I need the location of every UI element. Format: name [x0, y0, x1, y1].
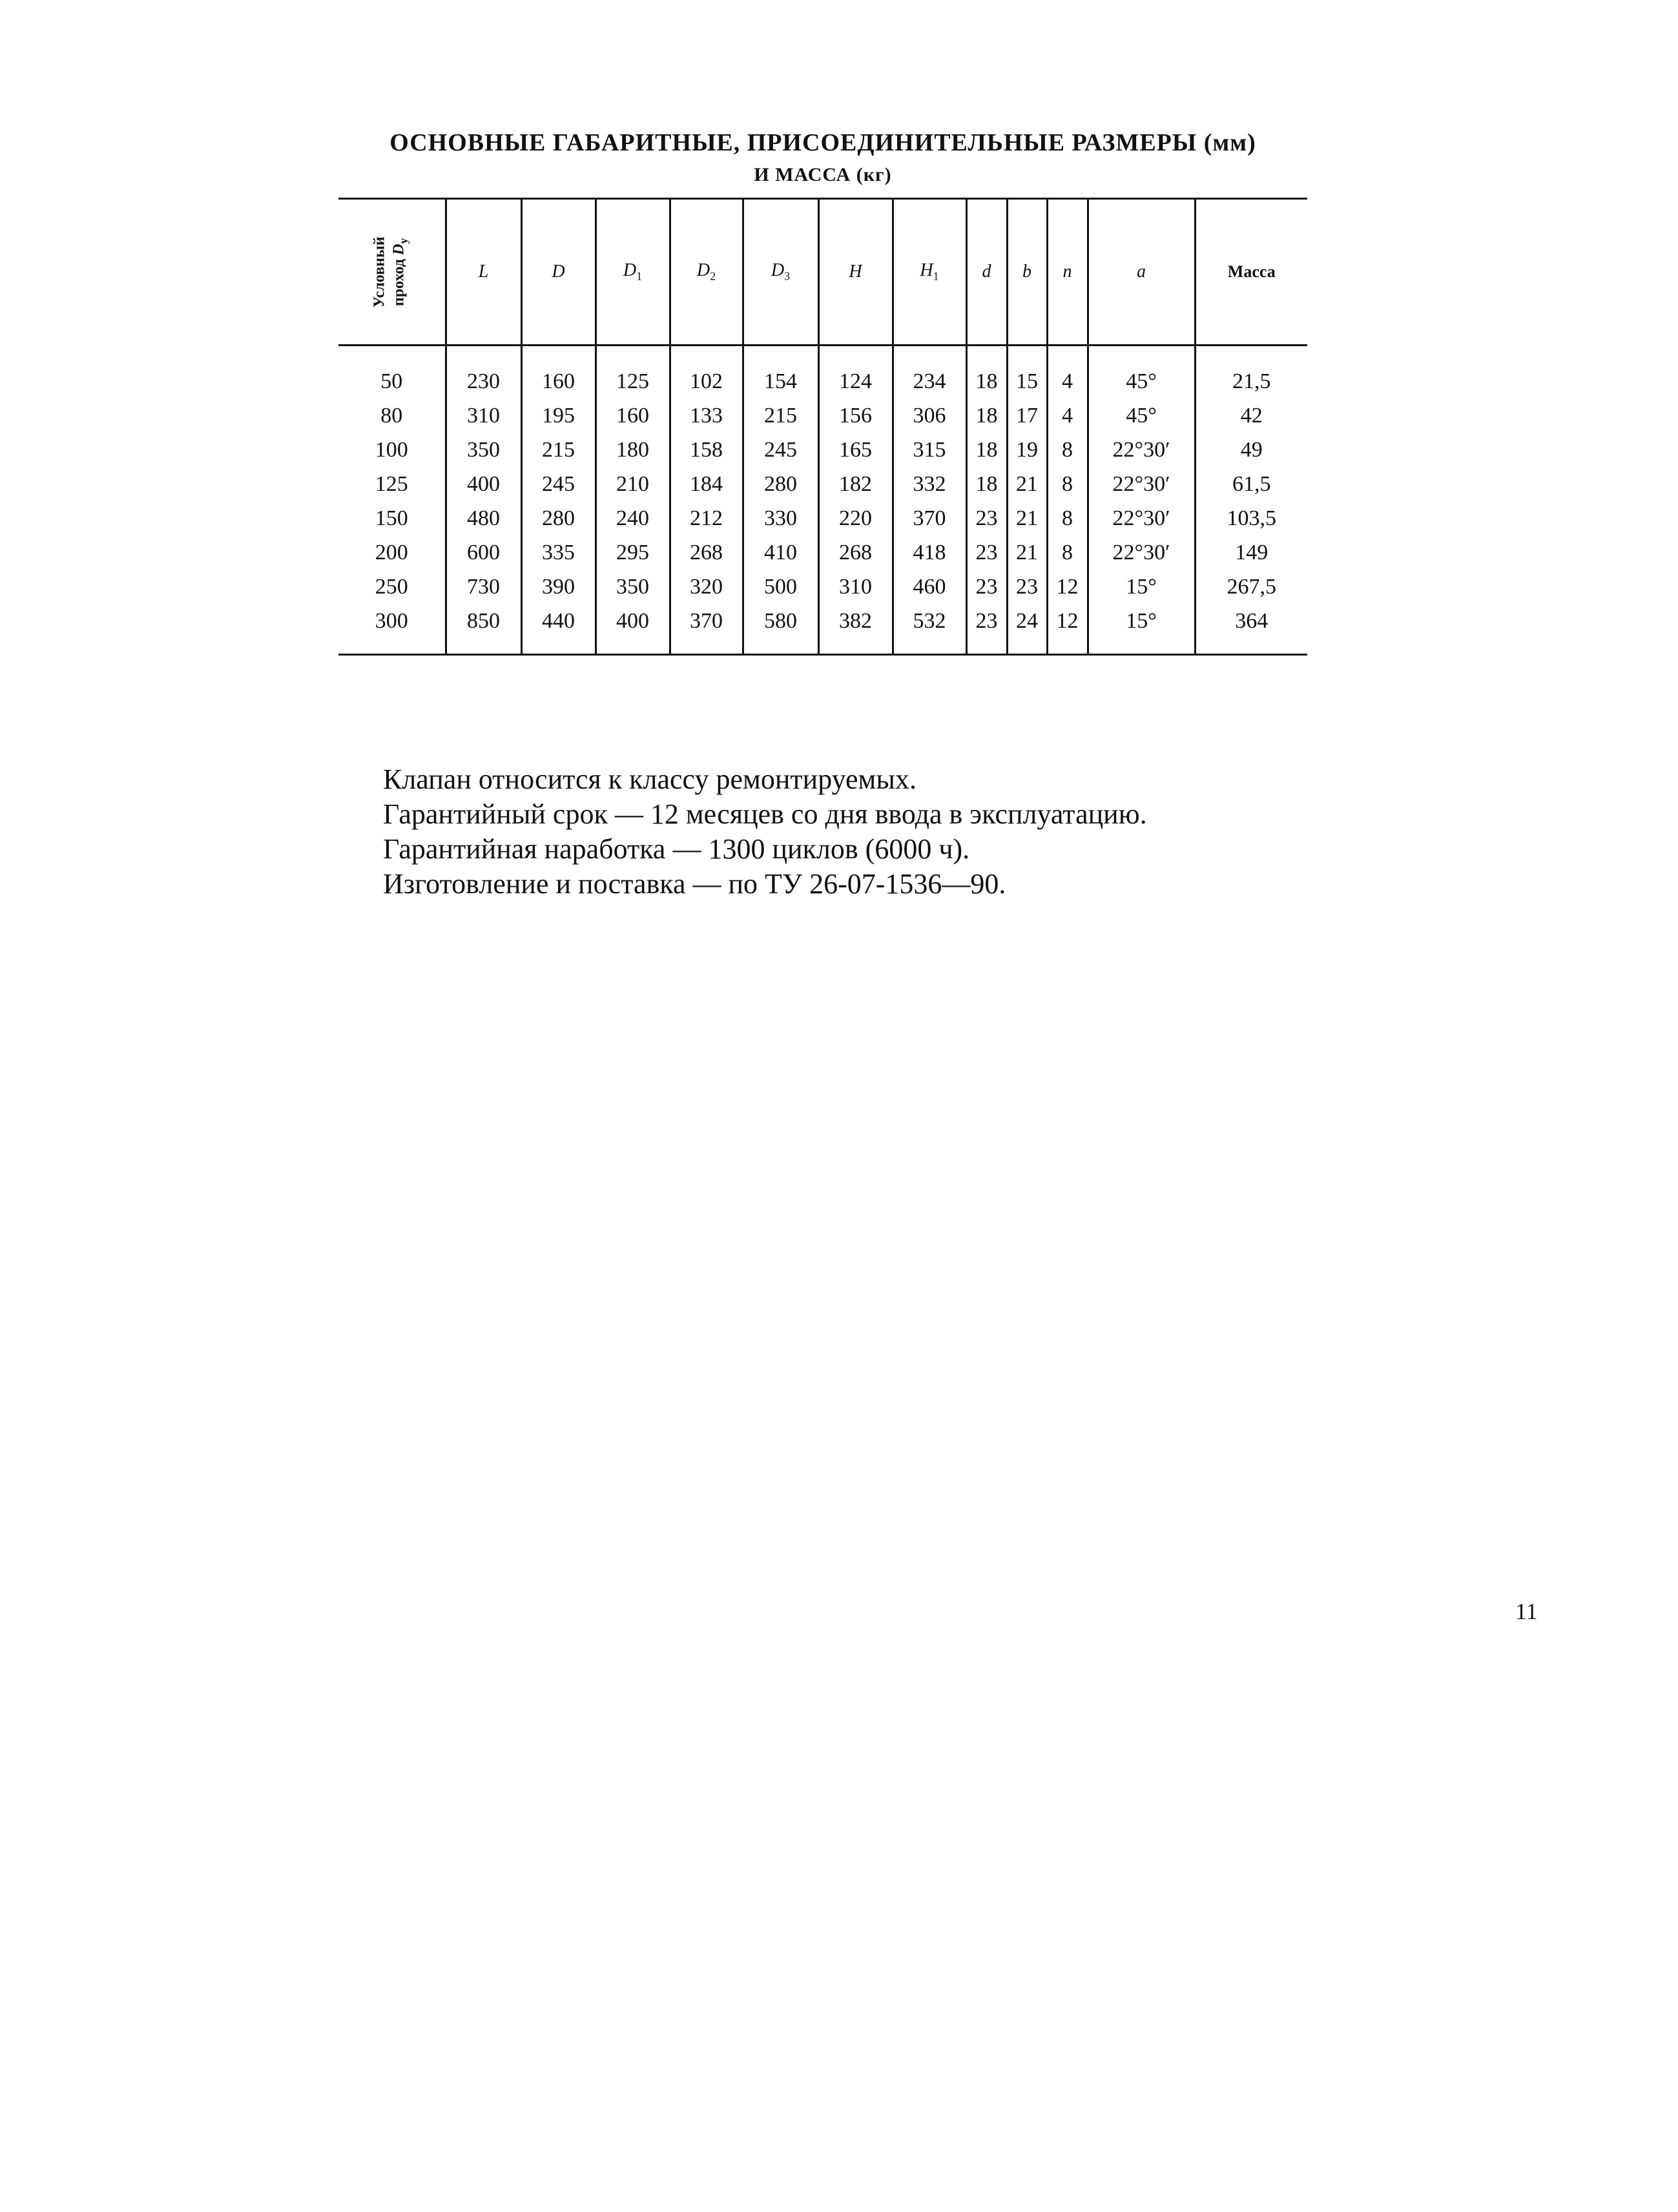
table-row: [338, 535, 1307, 570]
table-cell: 382: [818, 604, 893, 655]
table-cell: 133: [670, 398, 743, 433]
table-cell: 295: [596, 535, 670, 570]
table-cell: 154: [743, 346, 818, 399]
table-cell: 532: [893, 604, 966, 655]
table-cell: 42: [1195, 398, 1307, 433]
table-cell: 580: [743, 604, 818, 655]
table-cell: 332: [893, 467, 966, 501]
table-cell: 306: [893, 398, 966, 433]
table-row: [338, 433, 1307, 467]
table-cell: 330: [743, 501, 818, 535]
header-a: a: [1088, 199, 1195, 346]
table-cell: 12: [1047, 604, 1088, 655]
table-cell: 23: [1007, 570, 1047, 604]
table-cell: 61,5: [1195, 467, 1307, 501]
dimensions-table: [338, 198, 1307, 656]
table-cell: 124: [818, 346, 893, 399]
table-cell: 220: [818, 501, 893, 535]
table-cell: 45°: [1088, 346, 1195, 399]
title-line-2: И МАССА (кг): [754, 164, 892, 185]
table-cell: 21: [1007, 535, 1047, 570]
table-cell: 245: [743, 433, 818, 467]
table-cell: 149: [1195, 535, 1307, 570]
table-row: [338, 467, 1307, 501]
note-warranty-period: Гарантийный срок — 12 месяцев со дня ввода в эксплуатацию.: [383, 798, 1147, 830]
table-cell: 182: [818, 467, 893, 501]
table-cell: 212: [670, 501, 743, 535]
table-cell: 80: [380, 403, 403, 428]
table-cell: 15°: [1088, 570, 1195, 604]
header-b: b: [1007, 199, 1047, 346]
table-cell: 103,5: [1195, 501, 1307, 535]
table-cell: 310: [818, 570, 893, 604]
table-cell: 310: [446, 398, 521, 433]
table-cell: 23: [966, 501, 1007, 535]
table-cell: 315: [893, 433, 966, 467]
header-D3: $D_3$: [743, 199, 818, 346]
header-H: H: [818, 199, 893, 346]
table-cell: 4: [1047, 346, 1088, 399]
table-cell: 730: [446, 570, 521, 604]
table-cell: 8: [1047, 433, 1088, 467]
table-cell: 15: [1007, 346, 1047, 399]
table-cell: 18: [966, 433, 1007, 467]
table-cell: 460: [893, 570, 966, 604]
note-warranty-operating-time: Гарантийная наработка — 1300 циклов (6000 ч).: [383, 833, 970, 865]
table-cell: 390: [521, 570, 596, 604]
table-cell: 24: [1007, 604, 1047, 655]
table-cell: 22°30′: [1088, 467, 1195, 501]
table-cell: 280: [743, 467, 818, 501]
table-cell: 400: [446, 467, 521, 501]
table-cell: 184: [670, 467, 743, 501]
table-cell: 49: [1195, 433, 1307, 467]
table-body: [338, 346, 1307, 655]
table-cell: 215: [521, 433, 596, 467]
table-cell: 156: [818, 398, 893, 433]
header-nominal-bore: Условный проход $D_у$: [338, 199, 446, 346]
header-d: d: [966, 199, 1007, 346]
header-D1: $D_1$: [596, 199, 670, 346]
table-cell: 18: [966, 346, 1007, 399]
table-cell: 200: [375, 540, 408, 564]
table-cell: 850: [446, 604, 521, 655]
page-number: 11: [1515, 1598, 1538, 1624]
table-cell: 18: [966, 398, 1007, 433]
table-cell: 320: [670, 570, 743, 604]
table-cell: 195: [521, 398, 596, 433]
note-manufacture-spec: Изготовление и поставка — по ТУ 26-07-1536—90.: [383, 868, 1006, 900]
table-cell: 22°30′: [1088, 433, 1195, 467]
table-cell: 215: [743, 398, 818, 433]
table-header-row: [338, 199, 1307, 346]
table-cell: 21: [1007, 467, 1047, 501]
dimensions-table-container: [338, 198, 1307, 656]
table-row: [338, 398, 1307, 433]
table-cell: 23: [966, 570, 1007, 604]
table-cell: 8: [1047, 501, 1088, 535]
table-row: [338, 501, 1307, 535]
table-cell: 364: [1195, 604, 1307, 655]
table-cell: 19: [1007, 433, 1047, 467]
table-cell: 280: [521, 501, 596, 535]
table-cell: 250: [375, 574, 408, 599]
header-H1: $H_1$: [893, 199, 966, 346]
table-cell: 45°: [1088, 398, 1195, 433]
table-cell: 245: [521, 467, 596, 501]
table-cell: 125: [375, 471, 408, 496]
table-cell: 300: [375, 608, 408, 633]
table-cell: 21,5: [1195, 346, 1307, 399]
table-cell: 350: [446, 433, 521, 467]
table-cell: 267,5: [1195, 570, 1307, 604]
table-cell: 23: [966, 535, 1007, 570]
table-cell: 100: [375, 437, 408, 462]
table-cell: 23: [966, 604, 1007, 655]
table-cell: 180: [596, 433, 670, 467]
page-title: [338, 127, 1307, 191]
table-cell: 165: [818, 433, 893, 467]
table-cell: 268: [670, 535, 743, 570]
header-n: n: [1047, 199, 1088, 346]
header-D: D: [521, 199, 596, 346]
header-L: L: [446, 199, 521, 346]
table-cell: 230: [446, 346, 521, 399]
table-cell: 18: [966, 467, 1007, 501]
table-cell: 22°30′: [1088, 535, 1195, 570]
table-cell: 12: [1047, 570, 1088, 604]
table-cell: 17: [1007, 398, 1047, 433]
notes-block: [383, 762, 1147, 902]
table-cell: 480: [446, 501, 521, 535]
table-cell: 268: [818, 535, 893, 570]
table-cell: 210: [596, 467, 670, 501]
table-cell: 500: [743, 570, 818, 604]
header-D2: $D_2$: [670, 199, 743, 346]
table-cell: 418: [893, 535, 966, 570]
table-cell: 335: [521, 535, 596, 570]
header-mass: Масса: [1195, 199, 1307, 346]
table-cell: 21: [1007, 501, 1047, 535]
table-row: [338, 604, 1307, 655]
table-row: [338, 346, 1307, 399]
table-cell: 22°30′: [1088, 501, 1195, 535]
table-cell: 160: [596, 398, 670, 433]
table-cell: 400: [596, 604, 670, 655]
table-cell: 350: [596, 570, 670, 604]
table-cell: 370: [893, 501, 966, 535]
table-cell: 150: [375, 506, 408, 530]
title-line-1: ОСНОВНЫЕ ГАБАРИТНЫЕ, ПРИСОЕДИНИТЕЛЬНЫЕ РАЗМЕРЫ (мм): [389, 129, 1256, 156]
table-cell: 160: [521, 346, 596, 399]
table-cell: 102: [670, 346, 743, 399]
table-cell: 234: [893, 346, 966, 399]
table-cell: 600: [446, 535, 521, 570]
table-cell: 410: [743, 535, 818, 570]
table-cell: 8: [1047, 467, 1088, 501]
table-cell: 8: [1047, 535, 1088, 570]
table-cell: 50: [380, 369, 403, 393]
note-repairable: Клапан относится к классу ремонтируемых.: [383, 763, 917, 795]
table-cell: 158: [670, 433, 743, 467]
table-cell: 125: [596, 346, 670, 399]
table-cell: 440: [521, 604, 596, 655]
table-cell: 370: [670, 604, 743, 655]
table-row: [338, 570, 1307, 604]
table-cell: 15°: [1088, 604, 1195, 655]
table-cell: 4: [1047, 398, 1088, 433]
table-cell: 240: [596, 501, 670, 535]
